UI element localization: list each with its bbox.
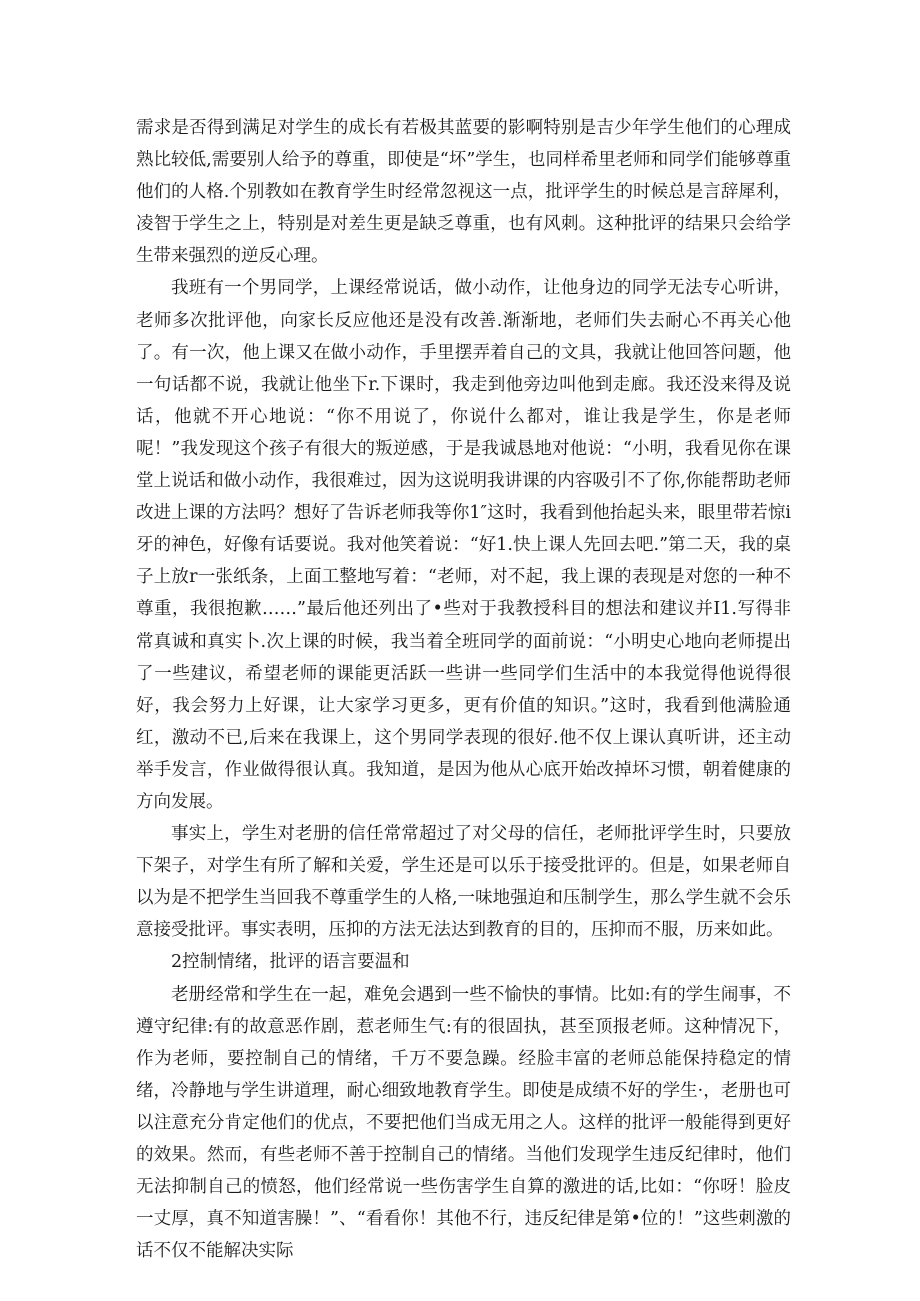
document-page [136, 112, 791, 1267]
section-heading: 2控制情绪，批评的语言要温和 [171, 952, 410, 973]
paragraph-2: 我班有一个男同学，上课经常说话，做小动作，让他身边的同学无法专心听讲，老师多次批评他，向家长反应他还是没有改善.渐渐地，老师们失去耐心不再关心他了。有一次，他上课又在做小动作，手里摆弄着自己的文具，我就让他回答问题，他一句话都不说，我就让他坐下r.下课时，我走到他旁边叫他到走廊。我还没来得及说话，他就不开心地说：“你不用说了，你说什么都对，谁让我是学生，你是老师呢！”我发现这个孩子有很大的叛逆感，于是我诚恳地对他说：“小明，我看见你在课堂上说话和做小动作，我很难过，因为这说明我讲课的内容吸引不了你,你能帮助老师改进上课的方法吗？想好了告诉老师我等你1″这时，我看到他抬起头来，眼里带若惊i牙的神色，好像有话要说。我对他笑着说：“好1.快上课人先回去吧.”第二天，我的桌子上放r一张纸条，上面工整地写着：“老师，对不起，我上课的表现是对您的一种不尊重，我很抱歉……”最后他还列出了•些对于我教授科目的想法和建议并I1.写得非常真诚和真实卜.次上课的时候，我当着全班同学的面前说：“小明史心地向老师提出了一些建议，希望老师的课能更活跃一些讲一些同学们生活中的本我觉得他说得很好，我会努力上好课，让大家学习更多，更有价值的知识。”这时，我看到他满脸通红，激动不已,后来在我课上，这个男同学表现的很好.他不仅上课认真听讲，还主动举手发言，作业做得很认真。我知道，是因为他从心底开始改掉坏习惯，朝着健康的方向发展。 [136, 278, 791, 812]
paragraph-4: 老册经常和学生在一起，难免会遇到一些不愉快的事情。比如:有的学生闹事，不遵守纪律:有的故意恶作剧，惹老师生气:有的很固执，甚至顶报老师。这种情况下，作为老师，要控制自己的情绪，千万不要急躁。经脸丰富的老师总能保持稳定的情绪，冷静地与学生讲道理，耐心细致地教育学生。即使是成绩不好的学生·，老册也可以注意充分肯定他们的优点，不要把他们当成无用之人。这样的批评一般能得到更好的效果。然而，有些老师不善于控制自己的情绪。当他们发现学生违反纪律时，他们无法抑制自己的愤怒，他们经常说一些伤害学生自算的激进的话,比如：“你呀！脸皮一丈厚，真不知道害臊！”、“看看你！其他不行，违反纪律是第•位的！”这些刺激的话不仅不能解决实际 [136, 984, 791, 1262]
paragraph-3: 事实上，学生对老册的信任常常超过了对父母的信任，老师批评学生时，只要放下架子，对学生有所了解和关爱，学生还是可以乐于接受批评的。但是，如果老师自以为是不把学生当回我不尊重学生的人格,一味地强迫和压制学生，那么学生就不会乐意接受批评。事实表明，压抑的方法无法达到教育的目的，压抑而不服，历来如此。 [136, 824, 791, 941]
paragraph-1: 需求是否得到满足对学生的成长有若极其蓝要的影啊特别是吉少年学生他们的心理成熟比较低,需要别人给予的尊重，即使是“坏”学生，也同样希里老师和同学们能够尊重他们的人格.个别教如在教育学生时经常忽视这一点，批评学生的时候总是言辞犀利，凌智于学生之上，特别是对差生更是缺乏尊重，也有风刺。这种批评的结果只会给学生带来强烈的逆反心理。 [136, 118, 791, 267]
